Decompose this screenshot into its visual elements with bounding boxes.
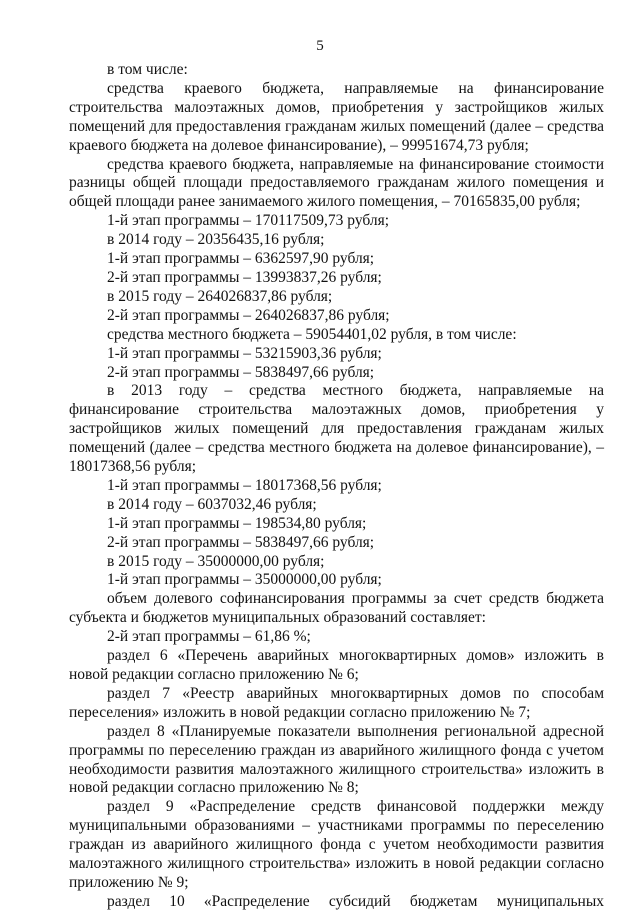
paragraph-cofinancing-volume: объем долевого софинансирования программы за счет средств бюджета субъекта и бюджетов муниципальных образований составляет:: [69, 590, 604, 627]
paragraph-year-2014: в 2014 году – 20356435,16 рубля;: [107, 231, 325, 249]
paragraph-section-9: раздел 9 «Распределение средств финансовой поддержки между муниципальными образованиями – участниками программы по переселению граждан из аварийного жилищного фонда с учетом необходимости развития малоэтажного жилищного строительства» изложить в новой редакции согласно приложению № 9;: [69, 798, 604, 891]
paragraph-local-2015-stage-1: 1-й этап программы – 35000000,00 рубля;: [107, 571, 382, 589]
paragraph-including: в том числе:: [107, 61, 188, 78]
page-number: 5: [316, 38, 324, 54]
paragraph-local-year-2014: в 2014 году – 6037032,46 рубля;: [107, 495, 317, 513]
paragraph-year-2015: в 2015 году – 264026837,86 рубля;: [107, 287, 333, 305]
paragraph-local-stage-2: 2-й этап программы – 5838497,66 рубля;: [107, 363, 375, 381]
paragraph-local-budget: средства местного бюджета – 59054401,02 рубля, в том числе:: [107, 325, 517, 343]
paragraph-local-2014-stage-1: 1-й этап программы – 198534,80 рубля;: [107, 514, 367, 532]
paragraph-section-10: раздел 10 «Распределение субсидий бюджетам муниципальных: [107, 892, 604, 910]
paragraph-2014-stage-1: 1-й этап программы – 6362597,90 рубля;: [107, 250, 375, 268]
paragraph-section-6: раздел 6 «Перечень аварийных многоквартирных домов» изложить в новой редакции согласно приложению № 6;: [69, 647, 604, 683]
paragraph-2013-stage-1: 1-й этап программы – 18017368,56 рубля;: [107, 476, 382, 494]
paragraph-regional-shared-funds: средства краевого бюджета, направляемые на финансирование строительства малоэтажных домов, приобретения у застройщиков жилых помещений для предоставления гражданам жилых помещений (далее – средства краевого бюджета на долевое финансирование), – 99951674,73 рубля;: [69, 79, 604, 154]
document-body: [69, 61, 604, 912]
paragraph-section-8: раздел 8 «Планируемые показатели выполнения региональной адресной программы по переселению граждан из аварийного жилищного фонда с учетом необходимости развития малоэтажного жилищного строительства» изложить в новой редакции согласно приложению № 8;: [69, 722, 604, 797]
paragraph-local-stage-1: 1-й этап программы – 53215903,36 рубля;: [107, 344, 382, 362]
paragraph-2013-local-shared-funds: в 2013 году – средства местного бюджета, направляемые на финансирование строительства малоэтажных домов, приобретения у застройщиков жилых помещений для предоставления гражданам жилых помещений (далее – средства местного бюджета на долевое финансирование), – 18017368,56 рубля;: [69, 382, 604, 476]
paragraph-stage-1-total: 1-й этап программы – 170117509,73 рубля;: [107, 212, 390, 230]
paragraph-cofinancing-stage-2: 2-й этап программы – 61,86 %;: [107, 628, 311, 646]
paragraph-2015-stage-2: 2-й этап программы – 264026837,86 рубля;: [107, 306, 390, 324]
paragraph-regional-area-difference: средства краевого бюджета, направляемые на финансирование стоимости разницы общей площади предоставляемого гражданам жилого помещения и общей площади ранее занимаемого жилого помещения, – 70165835,00 рубля;: [69, 155, 604, 211]
paragraph-2014-stage-2: 2-й этап программы – 13993837,26 рубля;: [107, 268, 382, 286]
paragraph-section-7: раздел 7 «Реестр аварийных многоквартирных домов по способам переселения» изложить в новой редакции согласно приложению № 7;: [69, 684, 604, 721]
paragraph-local-year-2015: в 2015 году – 35000000,00 рубля;: [107, 552, 325, 570]
paragraph-local-2014-stage-2: 2-й этап программы – 5838497,66 рубля;: [107, 533, 375, 551]
